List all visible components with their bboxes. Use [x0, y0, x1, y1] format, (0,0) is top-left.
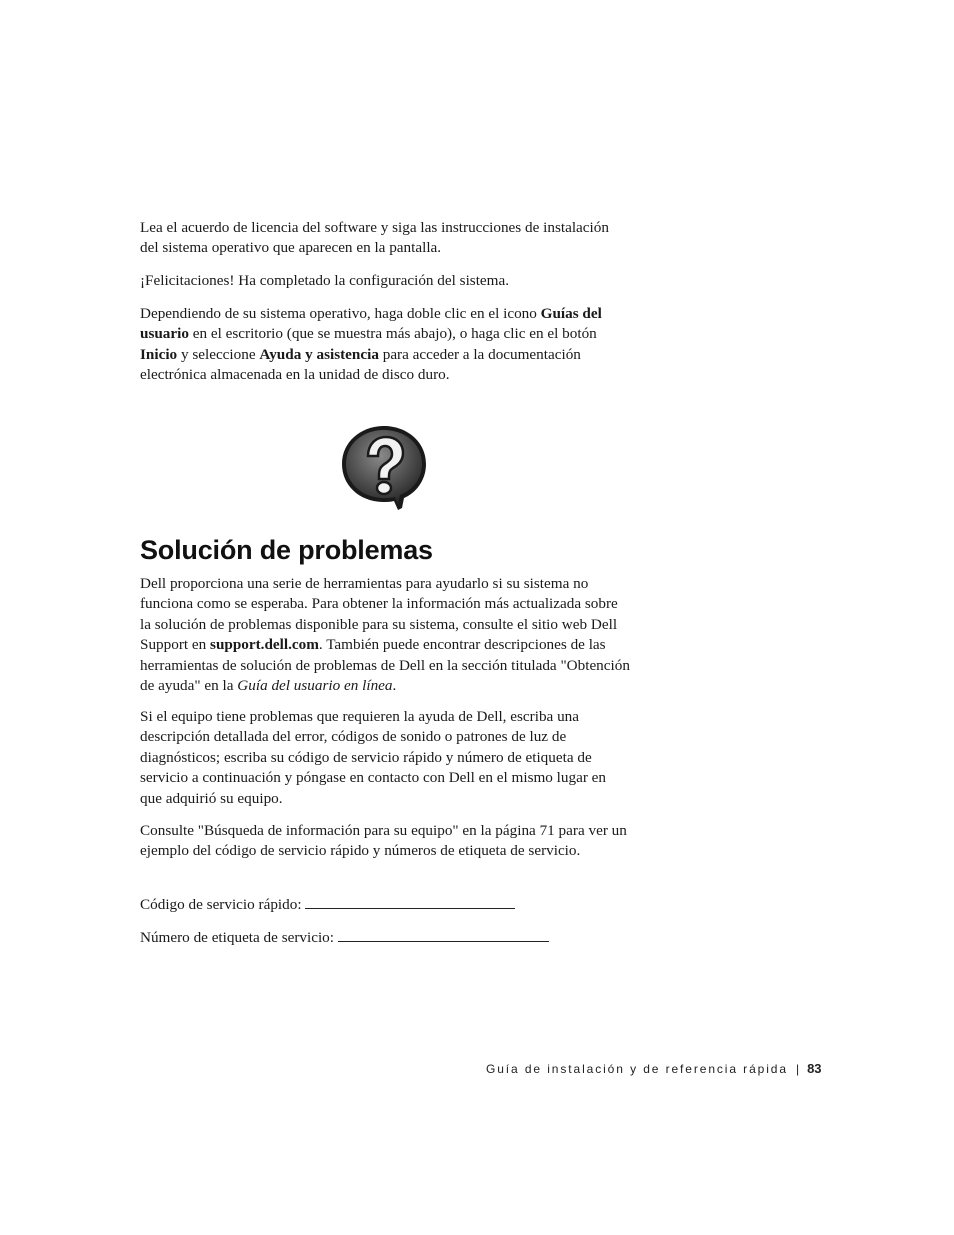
paragraph-see-page-text: Consulte "Búsqueda de información para su equipo" en la página 71 para ver un ejemplo del código de servicio rápido y números de etiqueta de servicio. — [140, 822, 627, 860]
bold-ayuda-y-asistencia: Ayuda y asistencia — [259, 345, 379, 363]
bold-guias-del-usuario: Guías del usuario — [140, 305, 602, 343]
paragraph-user-guides — [140, 304, 630, 386]
text-run: . También puede encontrar descripciones de las herramientas de solución de problemas de Dell en la sección titulada "Obtención de ayuda" en la — [140, 636, 630, 695]
footer-separator: | — [795, 1062, 800, 1076]
text-run: y seleccione — [177, 345, 260, 363]
paragraph-license-text: Lea el acuerdo de licencia del software y siga las instrucciones de instalación del sistema operativo que aparecen en la pantalla. — [140, 219, 609, 257]
paragraph-tools — [140, 574, 630, 696]
paragraph-license — [140, 218, 630, 259]
text-run: en el escritorio (que se muestra más abajo), o haga clic en el botón — [188, 325, 597, 343]
paragraph-tools-text — [140, 574, 630, 696]
bold-support-url: support.dell.com — [210, 636, 319, 654]
service-tag-label: Número de etiqueta de servicio: — [140, 929, 338, 946]
paragraph-contact-dell — [140, 707, 630, 809]
express-service-code-label: Código de servicio rápido: — [140, 896, 306, 913]
page-footer — [486, 1061, 822, 1076]
paragraph-contact-dell-text: Si el equipo tiene problemas que requieren la ayuda de Dell, escriba una descripción detallada del error, códigos de sonido o patrones de luz de diagnósticos; escriba su código de servicio rápido y número de etiqueta de servicio a continuación y póngase en contacto con Dell en el mismo lugar en que adquirió su equipo. — [140, 708, 607, 807]
italic-user-guide-title: Guía del usuario en línea — [237, 677, 393, 695]
service-tag-line — [140, 928, 630, 948]
footer-title: Guía de instalación y de referencia rápida — [486, 1062, 788, 1076]
paragraph-see-page — [140, 821, 630, 862]
help-question-bubble-icon — [338, 422, 430, 514]
service-tag-blank — [338, 929, 549, 942]
text-run: para acceder a la documentación electrónica almacenada en la unidad de disco duro. — [140, 345, 581, 384]
section-heading: Solución de problemas — [140, 535, 433, 565]
paragraph-user-guides-text — [140, 304, 630, 386]
text-run: . — [392, 677, 397, 695]
paragraph-congrats — [140, 271, 630, 291]
express-service-code-line — [140, 895, 630, 915]
paragraph-congrats-text: ¡Felicitaciones! Ha completado la configuración del sistema. — [140, 272, 510, 289]
page-number: 83 — [807, 1061, 822, 1076]
text-run: Dell proporciona una serie de herramientas para ayudarlo si su sistema no funciona como se esperaba. Para obtener la información más actualizada sobre la solución de problemas disponible para su sistema, consulte el sitio web Dell Support en — [140, 575, 618, 654]
bold-inicio: Inicio — [140, 345, 178, 363]
express-service-code-blank — [305, 896, 515, 909]
text-run: Dependiendo de su sistema operativo, haga doble clic en el icono — [140, 305, 541, 322]
